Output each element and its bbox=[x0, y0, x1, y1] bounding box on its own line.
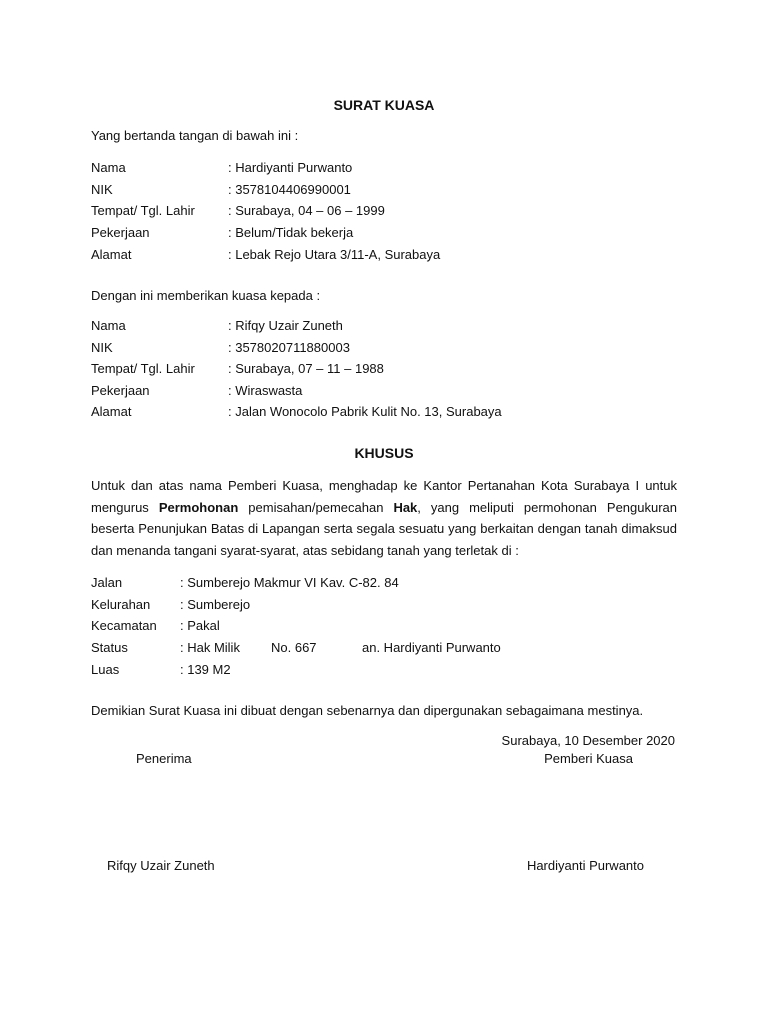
field-label: Jalan bbox=[91, 575, 123, 590]
field-label: Nama bbox=[91, 318, 126, 333]
giver-role-label: Pemberi Kuasa bbox=[544, 751, 633, 766]
field-value: : Sumberejo bbox=[180, 597, 251, 612]
field-label: Alamat bbox=[91, 247, 132, 262]
field-label: Status bbox=[91, 640, 128, 655]
field-label: Kecamatan bbox=[91, 618, 157, 633]
field-label: Kelurahan bbox=[91, 597, 151, 612]
field-label: Pekerjaan bbox=[91, 383, 150, 398]
field-label: Tempat/ Tgl. Lahir bbox=[91, 361, 195, 376]
field-value: : Sumberejo Makmur VI Kav. C-82. 84 bbox=[180, 575, 399, 590]
intro2-text: Dengan ini memberikan kuasa kepada : bbox=[91, 288, 321, 303]
field-value: : Hardiyanti Purwanto bbox=[228, 160, 353, 175]
field-value: : 3578104406990001 bbox=[228, 182, 351, 197]
closing-text: Demikian Surat Kuasa ini dibuat dengan sebenarnya dan dipergunakan sebagaimana mestinya. bbox=[91, 703, 644, 718]
intro-text: Yang bertanda tangan di bawah ini : bbox=[91, 128, 299, 143]
field-value: : Surabaya, 04 – 06 – 1999 bbox=[228, 203, 385, 218]
status-owner: an. Hardiyanti Purwanto bbox=[362, 640, 501, 655]
status-number: No. 667 bbox=[271, 640, 317, 655]
field-label: Nama bbox=[91, 160, 126, 175]
field-value: : Rifqy Uzair Zuneth bbox=[228, 318, 343, 333]
document-title: SURAT KUASA bbox=[333, 97, 435, 113]
field-value: : Hak Milik bbox=[180, 640, 240, 655]
giver-signature-name: Hardiyanti Purwanto bbox=[526, 858, 644, 873]
body-paragraph bbox=[91, 475, 677, 561]
field-label: Alamat bbox=[91, 404, 132, 419]
field-label: Luas bbox=[91, 662, 120, 677]
field-value: : 139 M2 bbox=[180, 662, 231, 677]
field-label: NIK bbox=[91, 340, 113, 355]
field-value: : Pakal bbox=[180, 618, 220, 633]
field-value: : Lebak Rejo Utara 3/11-A, Surabaya bbox=[228, 247, 441, 262]
field-value: : Wiraswasta bbox=[228, 383, 303, 398]
place-date: Surabaya, 10 Desember 2020 bbox=[501, 733, 675, 748]
field-label: Pekerjaan bbox=[91, 225, 150, 240]
field-value: : 3578020711880003 bbox=[228, 340, 350, 355]
paragraph-bold-text: Permohonan bbox=[158, 499, 239, 515]
paragraph-text: Untuk dan atas nama Pemberi Kuasa, menghadap ke Kantor Pertanahan Kota Surabaya I untuk mengurus bbox=[91, 478, 677, 515]
field-label: Tempat/ Tgl. Lahir bbox=[91, 203, 195, 218]
field-value: : Belum/Tidak bekerja bbox=[228, 225, 354, 240]
paragraph-bold-text: Hak bbox=[393, 499, 418, 515]
paragraph-text: pemisahan/pemecahan bbox=[238, 499, 394, 515]
receiver-signature-name: Rifqy Uzair Zuneth bbox=[107, 858, 215, 873]
field-label: NIK bbox=[91, 182, 113, 197]
paragraph-text: , yang meliputi permohonan Pengukuran beserta Penunjukan Batas di Lapangan serta segala sesuatu yang berkaitan dengan tanah dimaksud dan menanda tangani syarat-syarat, atas sebidang tanah yang terletak di : bbox=[91, 499, 678, 558]
receiver-role-label: Penerima bbox=[136, 751, 192, 766]
field-value: : Surabaya, 07 – 11 – 1988 bbox=[228, 361, 384, 376]
field-value: : Jalan Wonocolo Pabrik Kulit No. 13, Surabaya bbox=[228, 404, 502, 419]
section-title: KHUSUS bbox=[354, 445, 414, 461]
